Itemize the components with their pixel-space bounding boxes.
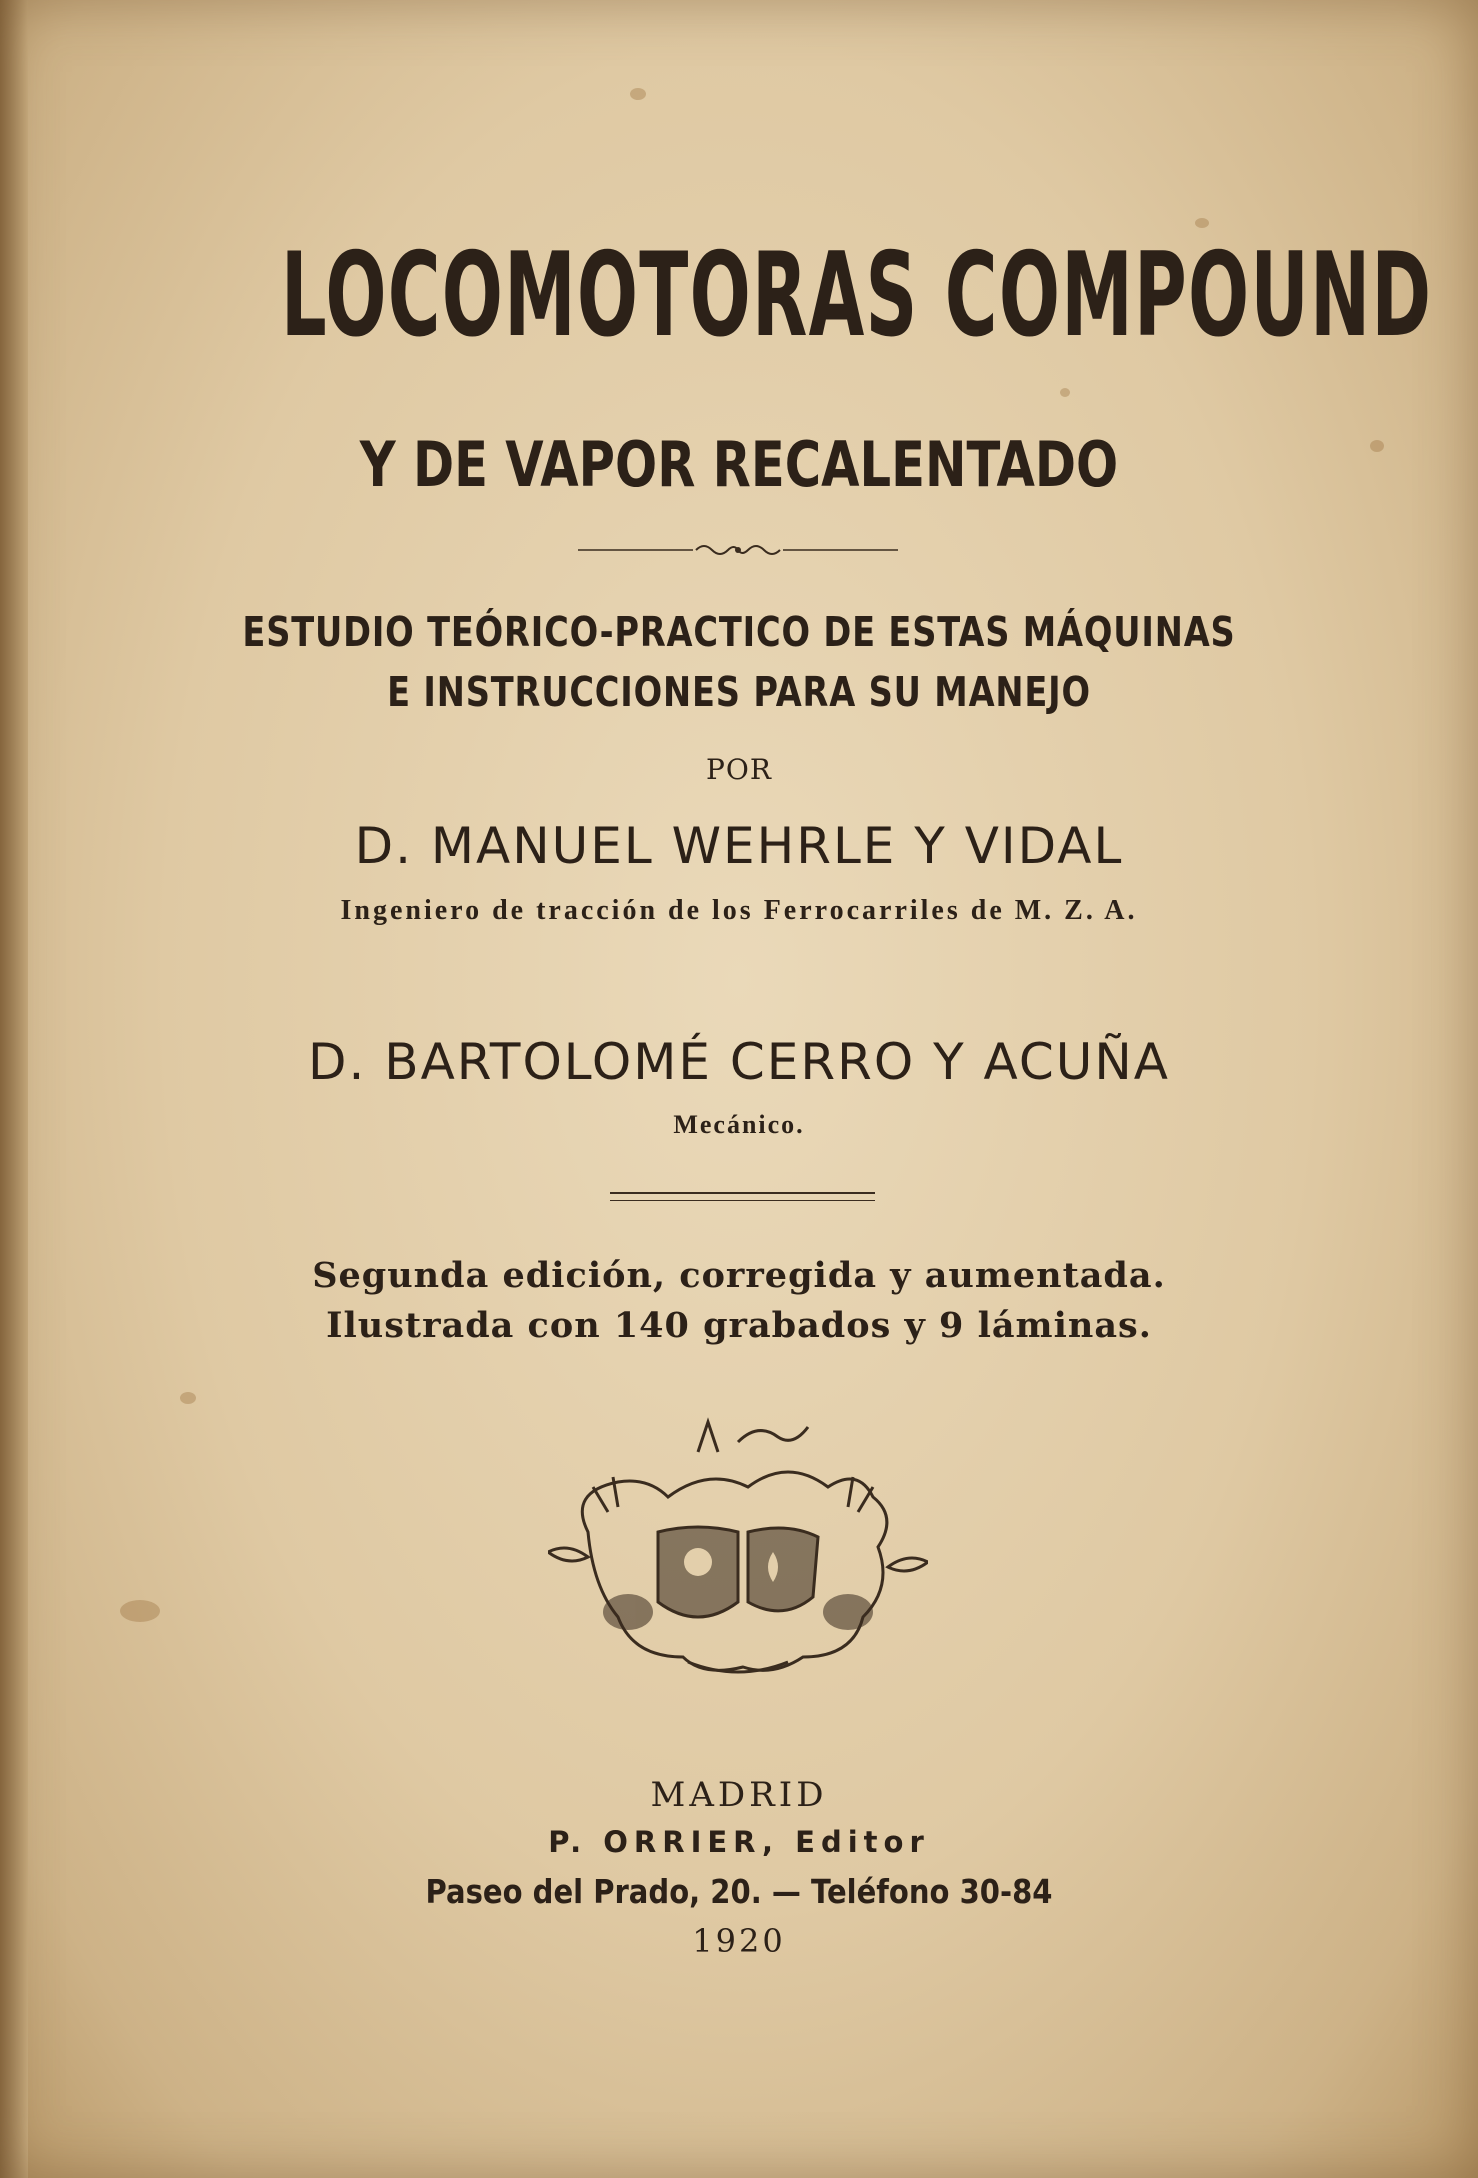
publisher-emblem-icon xyxy=(548,1412,928,1712)
publication-year: 1920 xyxy=(692,1922,786,1960)
foxing-spot xyxy=(1060,388,1070,397)
foxing-spot xyxy=(630,88,646,100)
study-description-line-1: ESTUDIO TEÓRICO-PRACTICO DE ESTAS MÁQUINAS xyxy=(242,608,1236,656)
foxing-spot xyxy=(1370,440,1384,452)
first-author-name: D. MANUEL WEHRLE Y VIDAL xyxy=(354,817,1124,875)
publication-city: MADRID xyxy=(650,1775,828,1815)
book-subtitle: Y DE VAPOR RECALENTADO xyxy=(359,428,1119,501)
foxing-spot xyxy=(180,1392,196,1404)
publisher-address: Paseo del Prado, 20. — Teléfono 30-84 xyxy=(425,1872,1053,1911)
study-description-line-2: E INSTRUCCIONES PARA SU MANEJO xyxy=(387,668,1091,716)
edition-note-line-2: Ilustrada con 140 grabados y 9 láminas. xyxy=(326,1305,1152,1346)
book-title: LOCOMOTORAS COMPOUND xyxy=(280,228,1433,363)
ornament-divider-icon xyxy=(578,540,898,560)
double-rule-divider xyxy=(610,1192,875,1201)
foxing-spot xyxy=(120,1600,160,1622)
first-author-role: Ingeniero de tracción de los Ferrocarriles de M. Z. A. xyxy=(340,895,1138,926)
second-author-role: Mecánico. xyxy=(673,1110,805,1139)
second-author-name: D. BARTOLOMÉ CERRO Y ACUÑA xyxy=(308,1033,1170,1091)
edition-note-line-1: Segunda edición, corregida y aumentada. xyxy=(312,1255,1166,1296)
foxing-spot xyxy=(1195,218,1209,228)
publisher-name: P. ORRIER, Editor xyxy=(548,1825,930,1859)
by-label: POR xyxy=(706,753,772,786)
